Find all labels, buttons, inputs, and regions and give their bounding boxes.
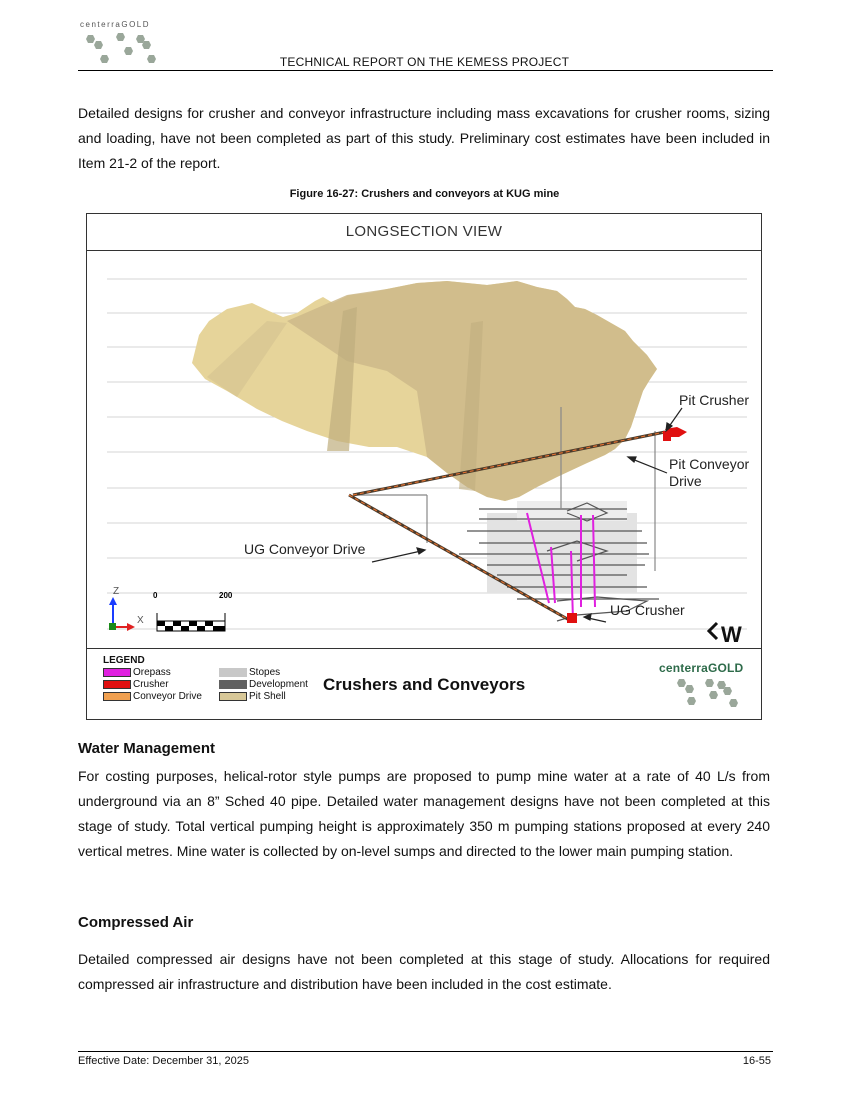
scale-zero-label: 0 (153, 591, 158, 600)
water-management-heading: Water Management (78, 740, 215, 757)
scale-end-label: 200 (219, 591, 233, 600)
axis-z-label: Z (113, 586, 120, 597)
header-logo-text: centerraGOLD (80, 20, 151, 29)
figure-longsection (86, 213, 762, 720)
logo-dots-icon (659, 675, 749, 709)
pit-conveyor-label-line2: Drive (669, 473, 702, 489)
ug-crusher-label: UG Crusher (610, 602, 685, 618)
ug-conveyor-label: UG Conveyor Drive (244, 541, 366, 557)
page-number: 16-55 (742, 1055, 771, 1067)
effective-date: Effective Date: December 31, 2025 (78, 1055, 250, 1067)
legend-item-label: Stopes (249, 667, 281, 678)
legend-logo-text: centerraGOLD (659, 661, 744, 675)
legend-swatch (103, 668, 131, 677)
brand-mark-icon (709, 622, 742, 647)
legend-title: LEGEND (103, 655, 145, 666)
legend-item-pit-shell (219, 691, 286, 702)
report-title: TECHNICAL REPORT ON THE KEMESS PROJECT (279, 55, 570, 69)
longsection-drawing (87, 251, 761, 648)
legend-item-label: Pit Shell (249, 691, 286, 702)
axis-x-label: X (137, 615, 144, 626)
legend-heading: Crushers and Conveyors (323, 675, 526, 694)
pit-conveyor-label-line1: Pit Conveyor (669, 456, 750, 472)
header-rule (78, 70, 773, 71)
legend-item-label: Conveyor Drive (133, 691, 202, 702)
compressed-air-paragraph: Detailed compressed air designs have not been completed at this stage of study. Allocations for required compressed air infrastructure and distribution have been included in the cost estimate. (78, 951, 770, 992)
footer-rule (78, 1051, 773, 1052)
legend-swatch (219, 692, 247, 701)
pit-crusher-label: Pit Crusher (679, 392, 750, 408)
scale-bar (153, 591, 233, 631)
legend-item-conveyor-drive (103, 691, 202, 702)
legend-swatch (219, 680, 247, 689)
legend-item-development (219, 679, 308, 690)
legend-item-label: Orepass (133, 667, 171, 678)
legend-item-orepass (103, 667, 171, 678)
legend-item-label: Development (249, 679, 308, 690)
legend-band (87, 648, 761, 721)
legend-swatch (219, 668, 247, 677)
figure-caption: Figure 16-27: Crushers and conveyors at KUG mine (289, 188, 560, 200)
legend-item-label: Crusher (133, 679, 169, 690)
brand-mark-text: W (721, 622, 742, 647)
pit-shell (192, 281, 657, 501)
view-title: LONGSECTION VIEW (87, 214, 761, 251)
legend-item-stopes (219, 667, 280, 678)
legend-swatch (103, 680, 131, 689)
legend-swatch (103, 692, 131, 701)
legend-item-crusher (103, 679, 169, 690)
intro-paragraph: Detailed designs for crusher and conveyor infrastructure including mass excavations for crusher rooms, sizing and loading, have not been completed as part of this study. Preliminary cost estimates have been included in Item 21-2 of the report. (78, 105, 770, 171)
compressed-air-heading: Compressed Air (78, 914, 194, 931)
water-management-paragraph: For costing purposes, helical-rotor style pumps are proposed to pump mine water at a rate of 40 L/s from underground via an 8” Sched 40 pipe. Detailed water management designs have not been completed at this stage of study. Total vertical pumping height is approximately 350 m pumping stations proposed at every 240 vertical metres. Mine water is collected by on-level sumps and directed to the lower main pumping station. (78, 768, 770, 859)
legend-logo (659, 661, 755, 717)
